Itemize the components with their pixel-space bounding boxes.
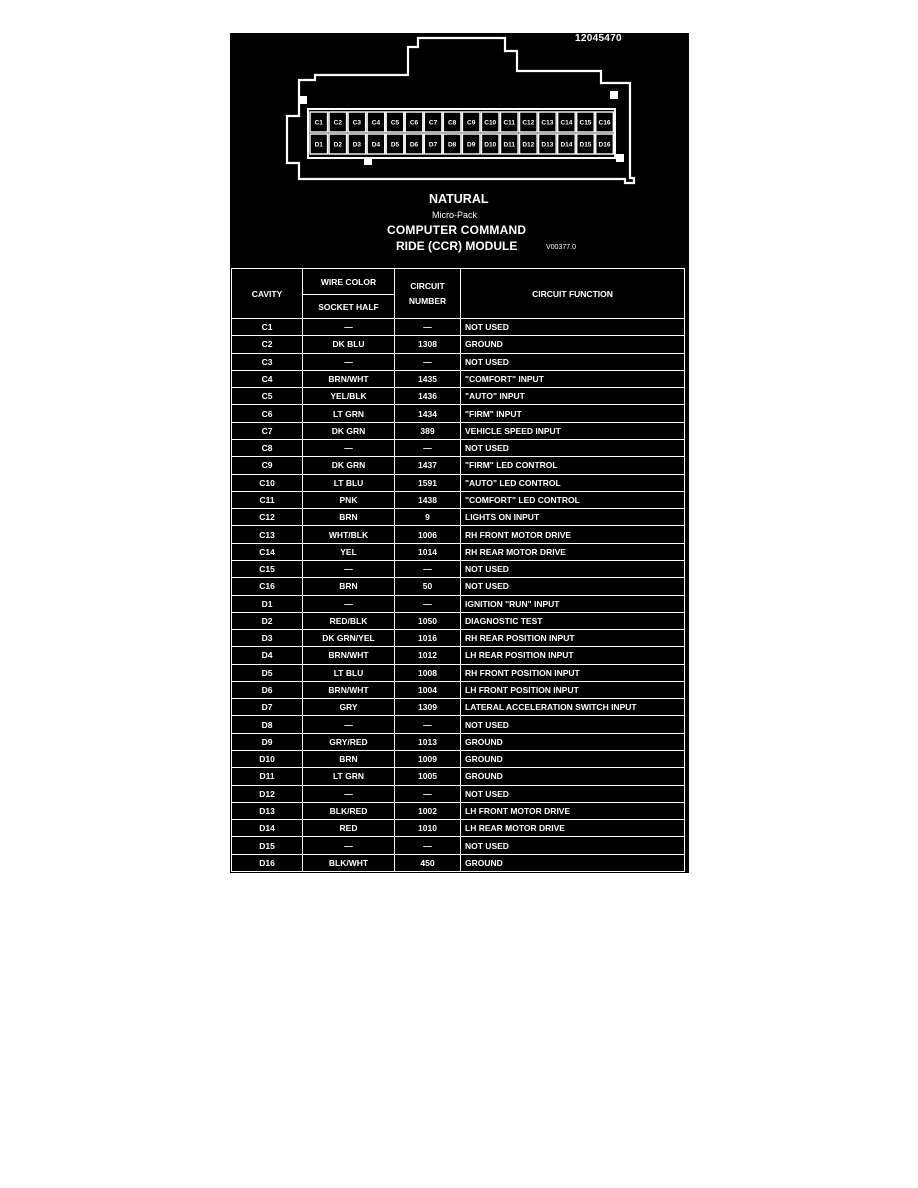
wire-color-cell: — [303, 560, 395, 577]
pin-label: C1 [314, 119, 323, 127]
circuit-function-cell: VEHICLE SPEED INPUT [461, 422, 685, 439]
table-row [232, 837, 685, 854]
circuit-number-cell: 1009 [395, 751, 461, 768]
circuit-function-cell: LATERAL ACCELERATION SWITCH INPUT [461, 699, 685, 716]
pin-label: C16 [598, 119, 611, 127]
circuit-number-cell: 1013 [395, 733, 461, 750]
circuit-function-cell: GROUND [461, 336, 685, 353]
connector-outline [287, 38, 634, 183]
cavity-cell: D3 [232, 630, 303, 647]
pin-label: D15 [579, 141, 592, 149]
circuit-number-cell: 1435 [395, 370, 461, 387]
pin-label: C8 [447, 119, 457, 127]
circuit-function-cell: NOT USED [461, 560, 685, 577]
table-row [232, 699, 685, 716]
header-wire-color: WIRE COLOR [303, 269, 395, 295]
table-row [232, 509, 685, 526]
wire-color-cell: BRN [303, 509, 395, 526]
part-number: 12045470 [575, 33, 622, 44]
table-row [232, 820, 685, 837]
header-socket-half: SOCKET HALF [303, 295, 395, 319]
pin-label: C4 [371, 119, 381, 127]
pin-label: C6 [409, 119, 419, 127]
pin-label: D13 [541, 141, 554, 149]
circuit-function-cell: "AUTO" INPUT [461, 388, 685, 405]
cavity-cell: D5 [232, 664, 303, 681]
wire-color-cell: — [303, 595, 395, 612]
table-row [232, 664, 685, 681]
wire-color-cell: LT BLU [303, 664, 395, 681]
circuit-number-cell: — [395, 353, 461, 370]
circuit-function-cell: RH FRONT MOTOR DRIVE [461, 526, 685, 543]
circuit-function-cell: LH FRONT MOTOR DRIVE [461, 802, 685, 819]
pin-label: D7 [428, 141, 438, 149]
cavity-cell: C15 [232, 560, 303, 577]
circuit-function-cell: NOT USED [461, 319, 685, 336]
module-name-line2: RIDE (CCR) MODULE [396, 239, 518, 253]
pin-label: C9 [467, 119, 476, 127]
pin-label: D14 [560, 141, 573, 149]
circuit-function-cell: NOT USED [461, 785, 685, 802]
wire-color-cell: RED [303, 820, 395, 837]
connector-color: NATURAL [429, 192, 489, 206]
circuit-number-cell: 1050 [395, 612, 461, 629]
pin-label: C5 [390, 119, 400, 127]
figure-code: V00377.0 [546, 244, 576, 251]
table-row [232, 491, 685, 508]
circuit-number-cell: — [395, 785, 461, 802]
circuit-number-cell: 1591 [395, 474, 461, 491]
table-row [232, 526, 685, 543]
circuit-function-cell: RH REAR MOTOR DRIVE [461, 543, 685, 560]
table-row [232, 353, 685, 370]
circuit-number-cell: 1010 [395, 820, 461, 837]
circuit-function-cell: GROUND [461, 768, 685, 785]
cavity-cell: C12 [232, 509, 303, 526]
pin-label: D12 [522, 141, 535, 149]
wire-color-cell: LT BLU [303, 474, 395, 491]
wire-color-cell: — [303, 837, 395, 854]
cavity-cell: D4 [232, 647, 303, 664]
table-row [232, 336, 685, 353]
cavity-cell: C7 [232, 422, 303, 439]
table-row [232, 751, 685, 768]
circuit-number-cell: 9 [395, 509, 461, 526]
connector-diagram-panel [230, 33, 689, 873]
table-row [232, 405, 685, 422]
circuit-function-cell: LH FRONT POSITION INPUT [461, 681, 685, 698]
cavity-cell: D1 [232, 595, 303, 612]
cavity-table [231, 268, 685, 872]
circuit-number-cell: 1434 [395, 405, 461, 422]
wire-color-cell: LT GRN [303, 405, 395, 422]
table-row [232, 595, 685, 612]
cavity-cell: D14 [232, 820, 303, 837]
table-row [232, 733, 685, 750]
pin-label: C13 [541, 119, 554, 127]
wire-color-cell: — [303, 785, 395, 802]
circuit-number-cell: — [395, 837, 461, 854]
cavity-cell: C13 [232, 526, 303, 543]
cavity-cell: C9 [232, 457, 303, 474]
cavity-cell: C2 [232, 336, 303, 353]
wire-color-cell: DK GRN [303, 457, 395, 474]
wire-color-cell: — [303, 439, 395, 456]
wire-color-cell: GRY/RED [303, 733, 395, 750]
wire-color-cell: LT GRN [303, 768, 395, 785]
cavity-cell: D13 [232, 802, 303, 819]
cavity-cell: C6 [232, 405, 303, 422]
circuit-function-cell: "FIRM" INPUT [461, 405, 685, 422]
circuit-function-cell: IGNITION "RUN" INPUT [461, 595, 685, 612]
circuit-number-cell: 1437 [395, 457, 461, 474]
key-square [299, 96, 307, 104]
cavity-cell: C11 [232, 491, 303, 508]
wire-color-cell: DK GRN/YEL [303, 630, 395, 647]
wire-color-cell: BRN/WHT [303, 370, 395, 387]
pin-label: D4 [371, 141, 381, 149]
cavity-cell: D6 [232, 681, 303, 698]
pin-label: C15 [579, 119, 592, 127]
pin-label: C14 [560, 119, 573, 127]
table-row [232, 319, 685, 336]
cavity-cell: D15 [232, 837, 303, 854]
cavity-cell: C8 [232, 439, 303, 456]
table-row [232, 370, 685, 387]
circuit-number-cell: 1436 [395, 388, 461, 405]
circuit-function-cell: RH REAR POSITION INPUT [461, 630, 685, 647]
module-name-line1: COMPUTER COMMAND [387, 223, 527, 237]
circuit-number-cell: 1014 [395, 543, 461, 560]
circuit-number-cell: 1308 [395, 336, 461, 353]
pin-label: D10 [484, 141, 497, 149]
circuit-function-cell: NOT USED [461, 837, 685, 854]
table-row [232, 785, 685, 802]
circuit-number-cell: 450 [395, 854, 461, 871]
cavity-cell: C16 [232, 578, 303, 595]
pin-label: D8 [447, 141, 457, 149]
table-row [232, 560, 685, 577]
pin-label: D9 [467, 141, 476, 149]
wire-color-cell: WHT/BLK [303, 526, 395, 543]
cavity-cell: D9 [232, 733, 303, 750]
cavity-cell: D16 [232, 854, 303, 871]
pin-label: C3 [352, 119, 362, 127]
cavity-cell: D8 [232, 716, 303, 733]
wire-color-cell: YEL/BLK [303, 388, 395, 405]
header-circuit-number [395, 269, 461, 319]
circuit-number-cell: 1005 [395, 768, 461, 785]
wire-color-cell: — [303, 319, 395, 336]
pin-label: D16 [598, 141, 611, 149]
circuit-function-cell: DIAGNOSTIC TEST [461, 612, 685, 629]
table-row [232, 578, 685, 595]
table-row [232, 422, 685, 439]
table-row [232, 630, 685, 647]
cavity-cell: D10 [232, 751, 303, 768]
circuit-number-cell: 1006 [395, 526, 461, 543]
pin-label: C10 [484, 119, 497, 127]
wire-color-cell: GRY [303, 699, 395, 716]
wire-color-cell: BRN [303, 751, 395, 768]
table-row [232, 802, 685, 819]
circuit-function-cell: LH REAR MOTOR DRIVE [461, 820, 685, 837]
circuit-number-cell: — [395, 560, 461, 577]
pin-label: C2 [333, 119, 342, 127]
wire-color-cell: DK BLU [303, 336, 395, 353]
wire-color-cell: DK GRN [303, 422, 395, 439]
pin-label: D6 [409, 141, 419, 149]
table-row [232, 681, 685, 698]
pin-label: D11 [503, 141, 516, 149]
wire-color-cell: BRN [303, 578, 395, 595]
key-square [364, 157, 372, 165]
circuit-function-cell: RH FRONT POSITION INPUT [461, 664, 685, 681]
table-row [232, 854, 685, 871]
cavity-cell: C10 [232, 474, 303, 491]
table-row [232, 457, 685, 474]
circuit-function-cell: NOT USED [461, 716, 685, 733]
circuit-number-cell: — [395, 319, 461, 336]
table-row [232, 768, 685, 785]
circuit-function-cell: GROUND [461, 733, 685, 750]
circuit-function-cell: "FIRM" LED CONTROL [461, 457, 685, 474]
cavity-cell: C3 [232, 353, 303, 370]
table-row [232, 474, 685, 491]
wire-color-cell: RED/BLK [303, 612, 395, 629]
wire-color-cell: BRN/WHT [303, 647, 395, 664]
header-circuit-function: CIRCUIT FUNCTION [461, 269, 685, 319]
circuit-number-cell: 1008 [395, 664, 461, 681]
wire-color-cell: BRN/WHT [303, 681, 395, 698]
circuit-function-cell: "COMFORT" INPUT [461, 370, 685, 387]
wire-color-cell: — [303, 353, 395, 370]
cavity-cell: D7 [232, 699, 303, 716]
circuit-number-cell: 1309 [395, 699, 461, 716]
connector-series: Micro-Pack [432, 210, 478, 220]
pin-label: D1 [314, 141, 323, 149]
circuit-function-cell: GROUND [461, 854, 685, 871]
wire-color-cell: BLK/WHT [303, 854, 395, 871]
header-number: NUMBER [408, 296, 447, 306]
cavity-cell: C14 [232, 543, 303, 560]
pin-label: D3 [352, 141, 362, 149]
circuit-number-cell: 1016 [395, 630, 461, 647]
table-row [232, 612, 685, 629]
table-row [232, 716, 685, 733]
circuit-number-cell: — [395, 716, 461, 733]
cavity-cell: C5 [232, 388, 303, 405]
wire-color-cell: YEL [303, 543, 395, 560]
cavity-cell: C4 [232, 370, 303, 387]
circuit-number-cell: 50 [395, 578, 461, 595]
pin-label: C12 [522, 119, 535, 127]
cavity-cell: D2 [232, 612, 303, 629]
circuit-function-cell: LIGHTS ON INPUT [461, 509, 685, 526]
circuit-number-cell: 389 [395, 422, 461, 439]
wire-color-cell: PNK [303, 491, 395, 508]
cavity-cell: C1 [232, 319, 303, 336]
circuit-function-cell: GROUND [461, 751, 685, 768]
cavity-cell: D11 [232, 768, 303, 785]
table-row [232, 543, 685, 560]
table-row [232, 439, 685, 456]
wire-color-cell: — [303, 716, 395, 733]
circuit-function-cell: NOT USED [461, 578, 685, 595]
circuit-function-cell: NOT USED [461, 353, 685, 370]
circuit-number-cell: 1002 [395, 802, 461, 819]
key-square [616, 154, 624, 162]
circuit-number-cell: 1438 [395, 491, 461, 508]
table-row [232, 647, 685, 664]
wire-color-cell: BLK/RED [303, 802, 395, 819]
header-circuit: CIRCUIT [410, 281, 445, 291]
circuit-function-cell: NOT USED [461, 439, 685, 456]
header-cavity: CAVITY [232, 269, 303, 319]
circuit-number-cell: — [395, 439, 461, 456]
key-square [610, 91, 618, 99]
table-row [232, 388, 685, 405]
pin-label: C11 [503, 119, 516, 127]
circuit-number-cell: 1004 [395, 681, 461, 698]
cavity-cell: D12 [232, 785, 303, 802]
circuit-function-cell: "COMFORT" LED CONTROL [461, 491, 685, 508]
pin-label: D5 [390, 141, 400, 149]
pin-label: D2 [333, 141, 342, 149]
title-block [230, 190, 689, 260]
circuit-function-cell: "AUTO" LED CONTROL [461, 474, 685, 491]
circuit-number-cell: — [395, 595, 461, 612]
pin-label: C7 [428, 119, 438, 127]
circuit-function-cell: LH REAR POSITION INPUT [461, 647, 685, 664]
circuit-number-cell: 1012 [395, 647, 461, 664]
